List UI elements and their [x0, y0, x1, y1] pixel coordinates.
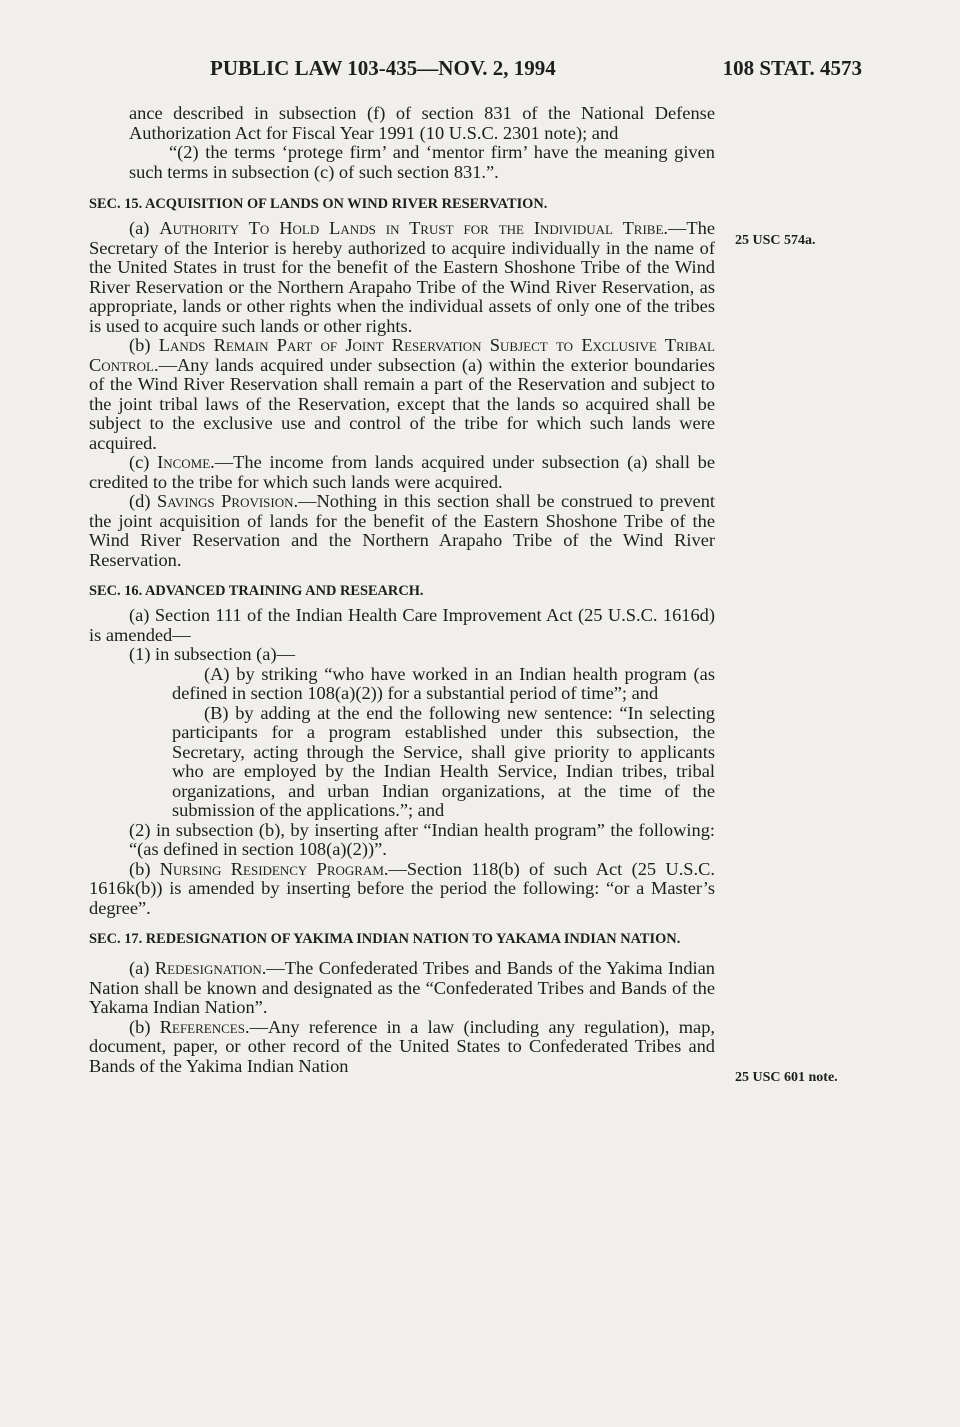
subsection-caption: Income.	[157, 452, 215, 472]
subsection-caption: Redesignation.	[154, 958, 267, 978]
subparagraph-A: (A) by striking “who have worked in an Indian health program (as defined in section 108(a)(2)) for a substantial period of time”; and	[172, 663, 715, 703]
continued-clause	[89, 104, 715, 182]
subsection-text: —Section 118(b) of such Act (25 U.S.C. 1616k(b)) is amended by inserting before the period the following: “or a Master’s degree”.	[89, 858, 715, 918]
subsection-text: —Any lands acquired under subsection (a) within the exterior boundaries of the Wind River Reservation shall remain a part of the Reservation and subject to the joint tribal laws of the Reservation, except that the lands so acquired shall be subject to the exclusive use and control of the tribe for which such lands were acquired.	[89, 354, 715, 453]
section-17-heading: SEC. 17. REDESIGNATION OF YAKIMA INDIAN NATION TO YAKAMA INDIAN NATION.	[89, 931, 681, 947]
subparagraph-B: (B) by adding at the end the following new sentence: “In selecting participants for a program established under this subsection, the Secretary, acting through the Service, shall give priority to applicants who are employed by the Indian Health Service, Indian tribes, tribal organizations, and urban Indian organizations, at the time of the submission of the applications.”; and	[172, 702, 715, 820]
paragraph-1-intro: (1) in subsection (a)—	[129, 644, 295, 664]
subsection-caption: Authority To Hold Lands in Trust for the Individual Tribe.	[159, 218, 669, 238]
section-17-subsection-b	[89, 1018, 715, 1077]
paragraph-2-text: (2) in subsection (b), by inserting after “Indian health program” the following: “(as defined in section 108(a)(2))”.	[129, 819, 715, 859]
margin-note-sec15: 25 USC 574a.	[735, 233, 816, 248]
section-16-paragraph-2	[89, 821, 715, 860]
section-16-heading: SEC. 16. ADVANCED TRAINING AND RESEARCH.	[89, 583, 424, 599]
subsection-text: —The Confederated Tribes and Bands of the Yakima Indian Nation shall be known and designated as the “Confederated Tribes and Bands of the Yakama Indian Nation”.	[89, 958, 715, 1017]
section-16-subsection-a: (a) Section 111 of the Indian Health Care Improvement Act (25 U.S.C. 1616d) is amended—	[89, 605, 715, 645]
margin-note-sec17: 25 USC 601 note.	[735, 1070, 838, 1085]
statute-page-number: 108 STAT. 4573	[722, 56, 862, 80]
section-16-paragraph-1	[89, 645, 715, 665]
section-15-subsection-a	[89, 219, 715, 336]
subsection-caption: Savings Provision.	[156, 491, 299, 511]
continued-paragraph-1: ance described in subsection (f) of section 831 of the National Defense Authorization Act for Fiscal Year 1991 (10 U.S.C. 2301 note); and	[129, 103, 715, 143]
subsection-text: —Nothing in this section shall be construed to prevent the joint acquisition of lands for the benefit of the Eastern Shoshone Tribe of the Wind River Reservation and the Northern Arapaho Tribe of the Wind River Reservation.	[89, 491, 716, 570]
subsection-label: (c)	[129, 452, 158, 472]
section-16-subparagraphs	[89, 665, 715, 821]
subsection-label: (b)	[129, 1016, 160, 1037]
subsection-caption: Nursing Residency Program.	[159, 858, 389, 879]
subsection-label: (a)	[129, 958, 155, 978]
subsection-caption: References.	[159, 1016, 250, 1037]
subsection-text: —The Secretary of the Interior is hereby authorized to acquire individually in the name of the United States in trust for the benefit of the Eastern Shoshone Tribe of the Wind River Reservation or the Northern Arapaho Tribe of the Wind River Reservation, as appropriate, lands or other rights when the individual assets of only one of the tribes is used to acquire such lands or other rights.	[89, 218, 715, 336]
page-body	[89, 104, 715, 1076]
subsection-label: (a)	[129, 218, 160, 238]
section-15-heading: SEC. 15. ACQUISITION OF LANDS ON WIND RIVER RESERVATION.	[89, 196, 548, 212]
subsection-label: (d)	[129, 491, 157, 511]
section-15-subsection-c	[89, 453, 715, 492]
section-15-subsection-d	[89, 492, 715, 570]
section-17-subsection-a	[89, 959, 715, 1018]
page-header	[210, 56, 862, 86]
subsection-caption: Lands Remain Part of Joint Reservation Subject to Exclusive Tribal Control.	[89, 335, 715, 375]
public-law-title: PUBLIC LAW 103-435—NOV. 2, 1994	[210, 56, 556, 80]
section-16-subsection-b	[89, 860, 715, 919]
continued-paragraph-2: “(2) the terms ‘protege firm’ and ‘mentor firm’ have the meaning given such terms in subsection (c) of such section 831.”.	[129, 142, 715, 182]
subsection-label: (b)	[129, 335, 159, 355]
subsection-text: —The income from lands acquired under subsection (a) shall be credited to the tribe for which such lands were acquired.	[89, 452, 715, 492]
subsection-text: —Any reference in a law (including any regulation), map, document, paper, or other record of the United States to Confederated Tribes and Bands of the Yakima Indian Nation	[89, 1016, 715, 1076]
subsection-label: (b)	[129, 858, 160, 879]
section-15-subsection-b	[89, 336, 715, 453]
